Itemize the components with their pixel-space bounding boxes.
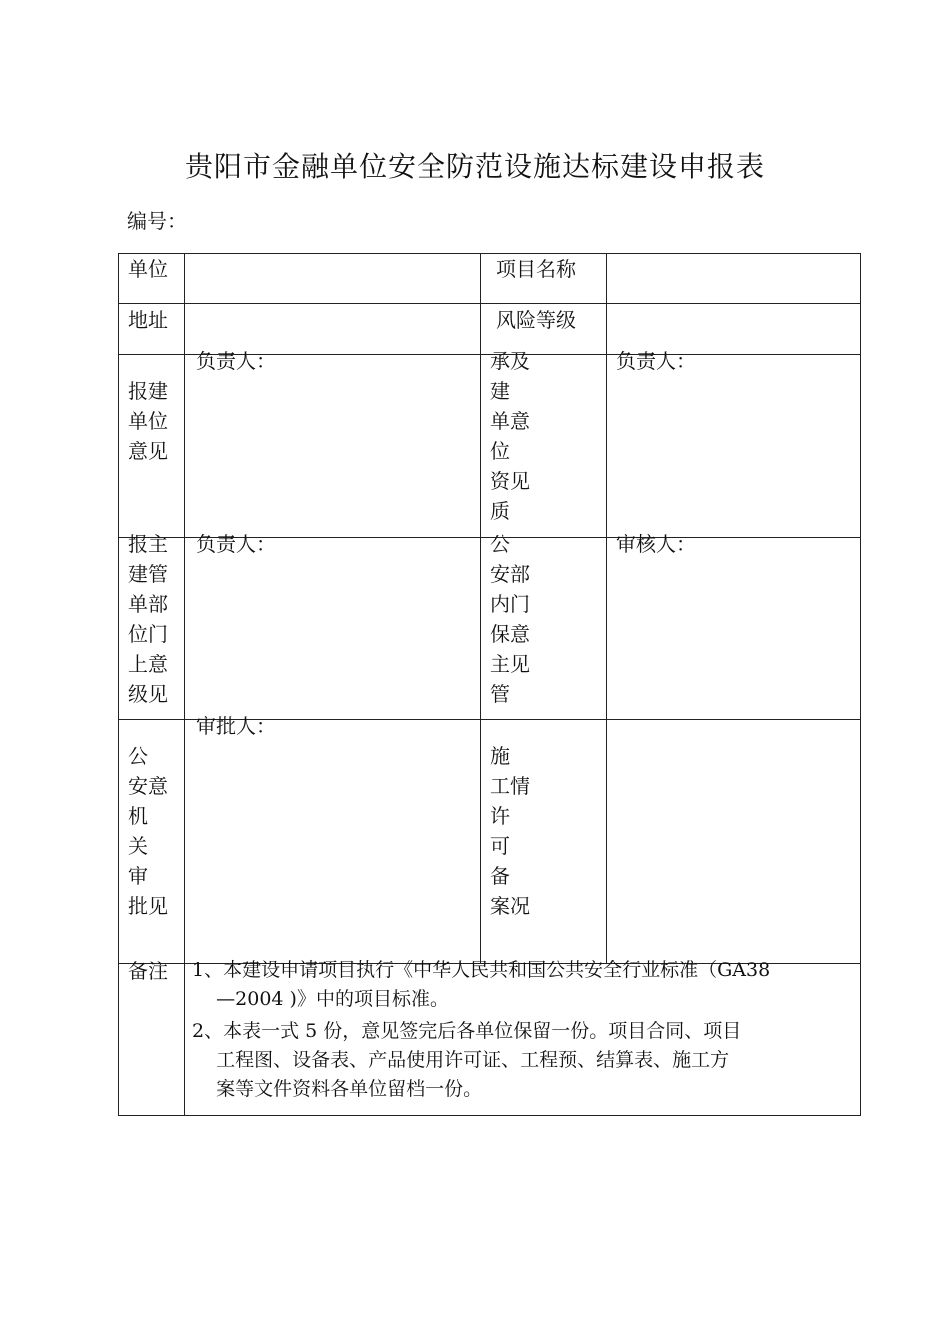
row-divider — [118, 303, 861, 304]
police-internal-security-label: 公 安部 内门 保意 主见 管 — [490, 532, 530, 706]
contractor-responsible-label: 负责人： — [616, 349, 696, 373]
column-divider — [606, 253, 607, 964]
table-border-top — [118, 253, 861, 254]
reviewer-label: 审核人： — [616, 532, 696, 556]
address-value-cell[interactable] — [190, 308, 474, 348]
applicant-opinion-label: 报建 单位 意见 — [128, 379, 168, 463]
supervisor-responsible-label: 负责人： — [196, 532, 276, 556]
contractor-qualification-label: 承及 建 单意 位 资见 质 — [490, 349, 530, 523]
supervisor-opinion-label: 报主 建管 单部 位门 上意 级见 — [128, 532, 168, 706]
unit-label: 单位 — [128, 257, 168, 281]
project-name-label: 项目名称 — [496, 257, 576, 281]
table-border-bottom — [118, 1115, 861, 1116]
column-divider — [184, 253, 185, 1116]
address-label: 地址 — [128, 308, 168, 332]
remark-note-1: 1、本建设申请项目执行《中华人民共和国公共安全行业标准（GA38 —2004 )》中的项目标准。 — [192, 959, 771, 1010]
column-divider — [480, 253, 481, 964]
risk-level-value-cell[interactable] — [612, 308, 854, 348]
construction-permit-label: 施 工情 许 可 备 案况 — [490, 744, 530, 918]
table-border-left — [118, 253, 119, 1116]
remark-note-2: 2、本表一式 5 份，意见签完后各单位保留一份。项目合同、项目 工程图、设备表、产品使用许可证、工程预、结算表、施工方 案等文件资料各单位留档一份。 — [192, 1020, 742, 1100]
remarks-label: 备注 — [128, 959, 168, 983]
unit-value-cell[interactable] — [190, 258, 474, 298]
serial-number-label: 编号： — [127, 209, 187, 233]
project-name-value-cell[interactable] — [612, 258, 854, 298]
form-title: 贵阳市金融单位安全防范设施达标建设申报表 — [184, 150, 765, 183]
table-border-right — [860, 253, 861, 1116]
approver-label: 审批人： — [196, 714, 276, 738]
police-approval-label: 公 安意 机 关 审 批见 — [128, 744, 168, 918]
risk-level-label: 风险等级 — [496, 308, 576, 332]
applicant-responsible-label: 负责人： — [196, 349, 276, 373]
